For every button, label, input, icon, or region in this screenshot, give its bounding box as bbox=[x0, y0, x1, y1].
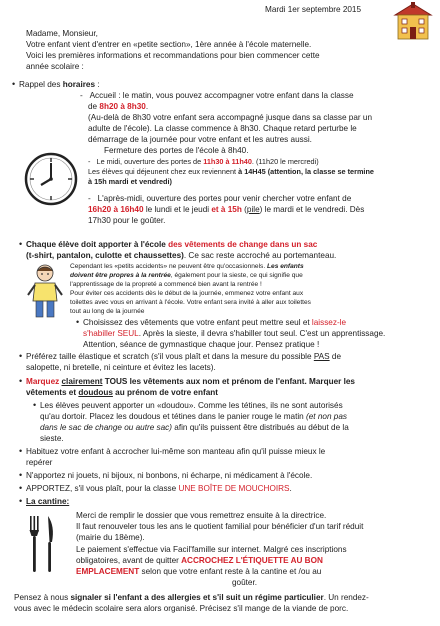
napportez-line: N'apportez ni jouets, ni bijoux, ni bonbons, ni écharpe, ni médicament à l'école. bbox=[26, 471, 313, 480]
apresmidi-line-3: 17h30 pour le goûter. bbox=[88, 216, 166, 225]
bullet: • bbox=[12, 79, 16, 89]
accident-line-3: l'apprentissage de la propreté a commencé bien avant la rentrée ! bbox=[70, 281, 262, 288]
marquez-line-1: Marquez clairement TOUS les vêtements aux nom et prénom de l'enfant. Marquer les bbox=[26, 377, 355, 386]
cantine-line-1: Merci de remplir le dossier que vous remettrez ensuite à la directrice. bbox=[76, 511, 327, 520]
doudou-line-1: Les élèves peuvent apporter un «doudou». Comme les tétines, ils ne sont autorisés bbox=[40, 401, 343, 410]
accident-line-5: toilettes avec vous en arrivant à l'école. Votre enfant sera invité à aller aux toilettes bbox=[70, 299, 311, 306]
habituez-line-2: repérer bbox=[26, 458, 53, 467]
apresmidi-line-1: - L'après-midi, ouverture des portes pour venir chercher votre enfant de bbox=[88, 194, 352, 203]
accueil-line-4: adulte de l'école). La classe commence à 8h30. Chaque retard perturbe le bbox=[88, 124, 357, 133]
accueil-line-2: de 8h20 à 8h30. bbox=[88, 102, 149, 111]
accueil-line-3: (Au-delà de 8h30 votre enfant sera accompagné jusque dans sa classe par un bbox=[88, 113, 373, 122]
cantine-line-3: (mairie du 18ème). bbox=[76, 533, 145, 542]
doudou-line-2: qu'au dortoir. Placez les doudous et tétines dans le panier rouge le matin (et non pas bbox=[40, 412, 347, 421]
choix-line-2: s'habiller SEUL. Après la sieste, il devra s'habiller tout seul. C'est un apprentissage. bbox=[83, 329, 386, 338]
accueil-line-6: Fermeture des portes de l'école à 8h40. bbox=[104, 146, 249, 155]
cantine-title: La cantine: bbox=[26, 497, 70, 506]
cantine-line-4: Le paiement s'effectue via Facil'famille sur internet. Malgré ces inscriptions bbox=[76, 545, 347, 554]
accident-line-2: doivent être propres à la rentrée, également pour la sieste, ce qui signifie que bbox=[70, 272, 303, 279]
bullet: • bbox=[19, 376, 23, 386]
cantine-line-5: obligatoires, avant de quitter ACCROCHEZ L'ÉTIQUETTE AU BON bbox=[76, 556, 323, 565]
intro-line-2: Voici les premières informations et recommandations pour bien commencer cette bbox=[26, 51, 320, 60]
intro-line-3: année scolaire : bbox=[26, 62, 84, 71]
fork-knife-icon bbox=[22, 512, 62, 576]
cantine-line-2: Il faut renouveler tous les ans le quotient familial pour bénéficier d'un tarif réduit bbox=[76, 522, 364, 531]
allergies-line-2: vous avec le médecin scolaire sera alors organisé. Précisez s'il mange de la viande de porc. bbox=[14, 604, 349, 613]
marquez-line-2: vêtements et doudous au prénom de votre enfant bbox=[26, 388, 218, 397]
bullet: • bbox=[19, 483, 23, 493]
allergies-line-1: Pensez à nous signaler si l'enfant a des allergies et s'il suit un régime particulier. Un rendez- bbox=[14, 593, 369, 602]
bullet: • bbox=[19, 446, 23, 456]
eleves-line-2: à 15h mardi et vendredi) bbox=[88, 177, 172, 186]
bullet: • bbox=[19, 239, 23, 249]
choix-line-3: Attention, séance de gymnastique chaque jour. Pensez pratique ! bbox=[83, 340, 320, 349]
bullet: • bbox=[76, 317, 80, 327]
intro-line-1: Votre enfant vient d'entrer en «petite section», 1ère année à l'école maternelle. bbox=[26, 40, 312, 49]
vetements-line-2: (t-shirt, pantalon, culotte et chaussettes). Ce sac reste accroché au portemanteau. bbox=[26, 251, 337, 260]
accident-line-4: Pour éviter ces accidents dès le début de la journée, emmenez votre enfant aux bbox=[70, 290, 304, 297]
bullet: • bbox=[19, 470, 23, 480]
accueil-line-5: démarrage de la journée pour votre enfant et les autres aussi. bbox=[88, 135, 312, 144]
accident-line-1: Cependant les «petits accidents» ne peuvent être qu'occasionnels. Les enfants bbox=[70, 263, 304, 270]
horaires-title: Rappel des horaires : bbox=[19, 80, 100, 89]
midi-line: - Le midi, ouverture des portes de 11h30 à 11h40. (11h20 le mercredi) bbox=[88, 157, 319, 166]
bullet: • bbox=[19, 351, 23, 361]
accident-line-6: tout au long de la journée bbox=[70, 308, 145, 315]
doudou-line-3: dans le sac de change ou autre sac) afin qu'ils puissent être distribués au début de la bbox=[40, 423, 349, 432]
eleves-line-1: Les élèves qui déjeunent chez eux reviennent à 14H45 (attention, la classe se termine bbox=[88, 167, 374, 176]
accueil-line-1: - Accueil : le matin, vous pouvez accompagner votre enfant dans la classe bbox=[80, 91, 354, 100]
vetements-line-1: Chaque élève doit apporter à l'école des vêtements de change dans un sac bbox=[26, 240, 318, 249]
bullet: • bbox=[19, 496, 23, 506]
child-icon bbox=[24, 263, 66, 319]
clock-icon bbox=[24, 152, 78, 206]
preferez-line-2: salopette, ni bretelle, ni ceinture et évitez les lacets). bbox=[26, 363, 216, 372]
letter-date: Mardi 1er septembre 2015 bbox=[265, 5, 362, 14]
bullet: • bbox=[33, 400, 37, 410]
school-house-icon bbox=[392, 2, 434, 40]
apportez-line: APPORTEZ, s'il vous plaît, pour la classe UNE BOÎTE DE MOUCHOIRS. bbox=[26, 484, 292, 493]
preferez-line-1: Préférez taille élastique et scratch (s'il vous plaît et dans la mesure du possible PAS de bbox=[26, 352, 341, 361]
habituez-line-1: Habituez votre enfant à accrocher lui-même son manteau afin qu'il puisse mieux le bbox=[26, 447, 326, 456]
salutation: Madame, Monsieur, bbox=[26, 29, 98, 38]
apresmidi-line-2: 16h20 à 16h40 le lundi et le jeudi et à 15h (pile) le mardi et le vendredi. Dès bbox=[88, 205, 365, 214]
choix-line-1: Choisissez des vêtements que votre enfant peut mettre seul et laissez-le bbox=[83, 318, 347, 327]
cantine-line-7: goûter. bbox=[232, 578, 258, 587]
doudou-line-4: sieste. bbox=[40, 434, 64, 443]
cantine-line-6: EMPLACEMENT selon que votre enfant reste à la cantine et /ou au bbox=[76, 567, 322, 576]
